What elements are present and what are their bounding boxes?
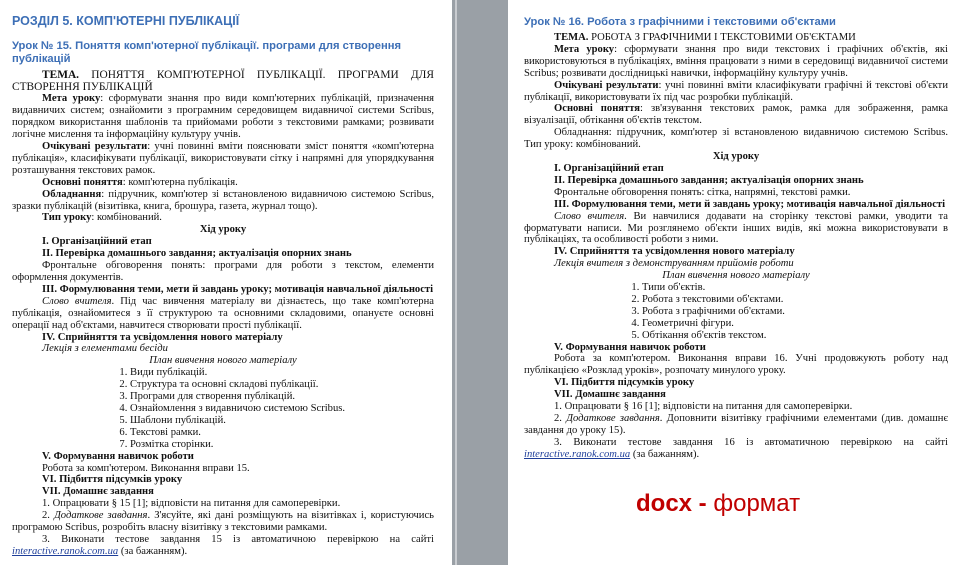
stage-3-text: Слово вчителя. Під час вивчення матеріалу ви дізнаєтесь, що таке комп'ютерна публікація, ознайомитеся з її структурою та основними складовими, опануєте основні операції над об'єктами, навчитеся створювати прості публікації. [12,295,434,331]
lesson-16-goal: Мета уроку: сформувати знання про види текстових і графічних об'єктів, які використовуються в публікаціях, вміння працювати з ними в середовищі видавничої системи Scribus; розвивати дослідницькі навички, інформаційну культуру учнів. [524,43,949,79]
stage-2: II. Перевірка домашнього завдання; актуалізація опорних знань [42,248,352,260]
site-link[interactable]: interactive.ranok.com.ua [524,448,631,460]
stage-3-text: Слово вчителя. Ви навчилися додавати на сторінку текстові рамки, уводити та форматувати написи. Ми розглянемо об'єкти інших видів, які можна використовувати в публікаціях, та особливості роботи з ними. [524,210,948,246]
list-item: 1. Типи об'єктів. [642,282,948,294]
site-link[interactable]: interactive.ranok.com.ua [12,545,119,557]
plan-list [524,282,948,342]
homework-3: 3. Виконати тестове завдання 15 із автоматичною перевіркою на сайті interactive.ranok.com.ua (за бажанням). [12,533,434,557]
list-item: 2. Структура та основні складові публікації. [130,379,434,391]
lecture-type: Лекція вчителя з демонструванням прийомів роботи [554,258,794,270]
lesson-15-results: Очікувані результати: учні повинні вміти пояснювати зміст поняття «комп'ютерна публікація», класифікувати публікації, використовувати сітку і напрямні для упорядкування розташування текстових рамок. [12,141,434,176]
lesson-15-topic: ТЕМА. ПОНЯТТЯ КОМП'ЮТЕРНОЇ ПУБЛІКАЦІЇ. ПРОГРАМИ ДЛЯ СТВОРЕННЯ ПУБЛІКАЦІЙ [12,69,434,94]
lesson-15-type: Тип уроку: комбінований. [42,212,162,224]
lesson-15-equipment: Обладнання: підручник, комп'ютер зі встановленою видавничою системою Scribus, зразки публікацій (візитівка, книга, брошура, газета, журнал тощо). [12,188,434,212]
list-item: 3. Програми для створення публікацій. [130,391,434,403]
stage-6: VI. Підбиття підсумків уроку [42,474,183,486]
stage-7: VII. Домашнє завдання [42,486,154,498]
homework-3: 3. Виконати тестове завдання 16 із автоматичною перевіркою на сайті interactive.ranok.com.ua (за бажанням). [524,436,948,460]
list-item: 5. Обтікання об'єктів текстом. [642,330,948,342]
stage-7: VII. Домашнє завдання [554,389,666,401]
stage-5: V. Формування навичок роботи [554,341,706,353]
stage-1: I. Організаційний етап [554,162,664,174]
lesson-16-concepts: Основні поняття: зв'язування текстових рамок, рамка для зображення, рамка візуалізації, обтікання об'єктів текстом. [524,103,948,127]
homework-1: 1. Опрацювати § 16 [1]; відповісти на питання для самоперевірки. [554,401,853,413]
stage-1: I. Організаційний етап [42,236,152,248]
left-page [0,0,452,565]
lesson-16-topic: ТЕМА. РОБОТА З ГРАФІЧНИМИ І ТЕКСТОВИМИ ОБ'ЄКТАМИ [554,32,856,43]
homework-1: 1. Опрацювати § 15 [1]; відповісти на питання для самоперевірки. [42,498,341,510]
section-title: РОЗДІЛ 5. КОМП'ЮТЕРНІ ПУБЛІКАЦІЇ [12,14,240,28]
stage-5-text: Робота за комп'ютером. Виконання вправи 16. Учні продовжують роботу над публікацією «Розклад уроків», розпочату минулого уроку. [524,353,948,377]
lesson-15-concepts: Основні поняття: комп'ютерна публікація. [42,176,238,188]
stage-2-text: Фронтальне обговорення понять: сітка, напрямні, текстові рамки. [554,186,851,198]
list-item: 4. Геометричні фігури. [642,318,948,330]
list-item: 1. Види публікацій. [130,367,434,379]
stage-5-text: Робота за комп'ютером. Виконання вправи 15. [42,462,250,474]
plan-list [12,367,434,450]
stage-5: V. Формування навичок роботи [42,450,194,462]
lesson-16-results: Очікувані результати: учні повинні вміти класифікувати графічні й текстові об'єкти публікації, використовувати їх під час розробки публікацій. [524,79,948,103]
list-item: 6. Текстові рамки. [130,427,434,439]
lesson-15-heading: Урок № 15. Поняття комп'ютерної публікації. програми для створення публікацій [12,40,401,65]
list-item: 5. Шаблони публікацій. [130,415,434,427]
format-caption: docx - формат [636,490,801,517]
plan-title: План вивчення нового матеріалу [662,270,810,282]
stage-3: III. Формулювання теми, мети й завдань уроку; мотивація навчальної діяльності [42,283,434,295]
list-item: 2. Робота з текстовими об'єктами. [642,294,948,306]
homework-2: 2. Додаткове завдання. З'ясуйте, які дані розміщують на візитівках і, користуючись програмою Scribus, розробіть власну візитівку з текстовими рамками. [12,510,434,534]
list-item: 7. Розмітка сторінки. [130,439,434,451]
list-item: 4. Ознайомлення з видавничою системою Scribus. [130,403,434,415]
course-title: Хід уроку [712,151,760,163]
stage-2-text: Фронтальне обговорення понять: програми для роботи з текстом, елементи оформлення документів. [12,260,434,283]
lesson-15-goal: Мета уроку: сформувати знання про види комп'ютерних публікацій, призначення видавничих систем; ознайомити з програмним середовищем видавничої системи Scribus, порядком використання шаблонів та прийомами роботи з текстовими рамками; розвивати логічне мислення та інформаційну культуру учнів. [12,93,434,141]
lecture-type: Лекція з елементами бесіди [42,343,168,355]
stage-4: IV. Сприйняття та усвідомлення нового матеріалу [554,246,795,258]
course-title: Хід уроку [199,224,247,236]
stage-6: VI. Підбиття підсумків уроку [554,377,695,389]
right-page [508,0,960,565]
stage-4: IV. Сприйняття та усвідомлення нового матеріалу [42,331,283,343]
lesson-16-heading: Урок № 16. Робота з графічними і текстовими об'єктами [524,16,836,28]
homework-2: 2. Додаткове завдання. Доповнити візитівку графічними елементами (див. домашнє завдання до уроку 15). [524,413,949,436]
plan-title: План вивчення нового матеріалу [149,355,297,367]
list-item: 3. Робота з графічними об'єктами. [642,306,948,318]
stage-3: III. Формулювання теми, мети й завдань уроку; мотивація навчальної діяльності [554,198,946,210]
lesson-16-equipment: Обладнання: підручник, комп'ютер зі встановленою видавничою системою Scribus. Тип уроку: комбінований. [524,127,948,151]
page-gutter [452,0,508,565]
stage-2: II. Перевірка домашнього завдання; актуалізація опорних знань [554,174,864,186]
